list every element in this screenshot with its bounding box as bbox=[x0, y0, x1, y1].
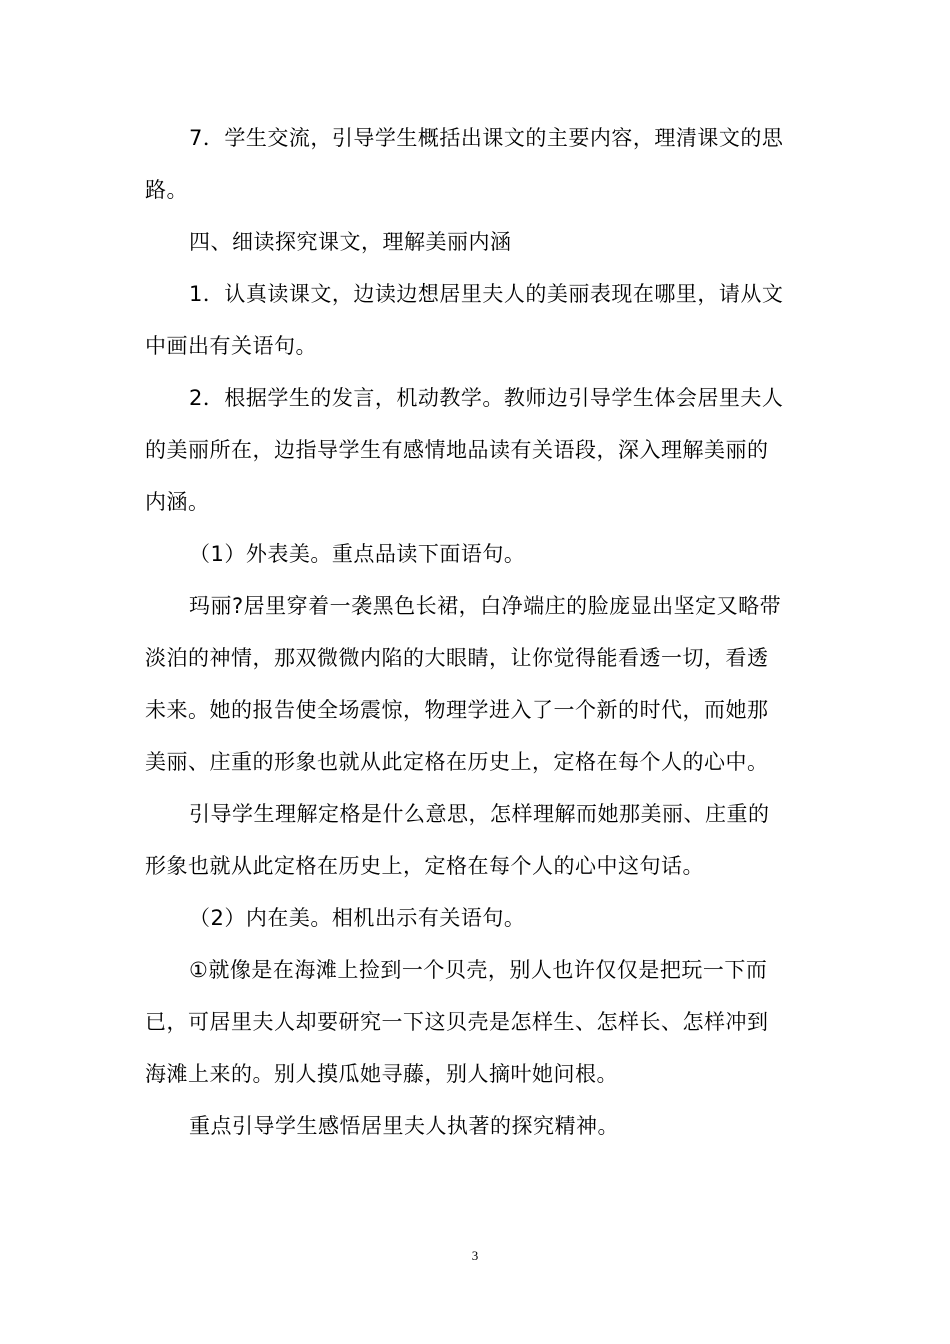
guide-paragraph bbox=[145, 788, 810, 892]
text-line: （1）外表美。重点品读下面语句。 bbox=[189, 542, 526, 566]
text-line: 美丽、庄重的形象也就从此定格在历史上，定格在每个人的心中。 bbox=[145, 750, 769, 774]
text-line: ①就像是在海滩上捡到一个贝壳，别人也许仅仅是把玩一下而 bbox=[189, 958, 768, 982]
text-line: 四、细读探究课文，理解美丽内涵 bbox=[189, 230, 512, 254]
text-line: 1．认真读课文，边读边想居里夫人的美丽表现在哪里，请从文 bbox=[189, 282, 784, 306]
text-line: 7．学生交流，引导学生概括出课文的主要内容，理清课文的思 bbox=[189, 126, 784, 150]
text-line: 玛丽?居里穿着一袭黑色长裙，白净端庄的脸庞显出坚定又略带 bbox=[189, 594, 782, 618]
subheading-outer-beauty bbox=[145, 528, 810, 580]
text-line: 重点引导学生感悟居里夫人执著的探究精神。 bbox=[189, 1114, 619, 1138]
text-line: 内涵。 bbox=[145, 490, 210, 514]
text-line: 2．根据学生的发言，机动教学。教师边引导学生体会居里夫人 bbox=[189, 386, 784, 410]
section-heading-4 bbox=[145, 216, 810, 268]
closing-paragraph bbox=[145, 1100, 810, 1152]
paragraph-7 bbox=[145, 112, 810, 216]
text-line: 形象也就从此定格在历史上，定格在每个人的心中这句话。 bbox=[145, 854, 704, 878]
subheading-inner-beauty bbox=[145, 892, 810, 944]
text-line: 海滩上来的。别人摸瓜她寻藤，别人摘叶她问根。 bbox=[145, 1062, 618, 1086]
page-number: 3 bbox=[471, 1248, 479, 1263]
paragraph-1 bbox=[145, 268, 810, 372]
text-line: 的美丽所在，边指导学生有感情地品读有关语段，深入理解美丽的 bbox=[145, 438, 769, 462]
paragraph-2 bbox=[145, 372, 810, 528]
text-line: 淡泊的神情，那双微微内陷的大眼睛，让你觉得能看透一切，看透 bbox=[145, 646, 769, 670]
text-line: 已，可居里夫人却要研究一下这贝壳是怎样生、怎样长、怎样冲到 bbox=[145, 1010, 769, 1034]
text-line: 未来。她的报告使全场震惊，物理学进入了一个新的时代，而她那 bbox=[145, 698, 769, 722]
quote-paragraph-2 bbox=[145, 944, 810, 1100]
text-line: 中画出有关语句。 bbox=[145, 334, 317, 358]
quote-paragraph-1 bbox=[145, 580, 810, 788]
text-line: 路。 bbox=[145, 178, 188, 202]
text-line: 引导学生理解定格是什么意思，怎样理解而她那美丽、庄重的 bbox=[189, 802, 770, 826]
text-line: （2）内在美。相机出示有关语句。 bbox=[189, 906, 526, 930]
